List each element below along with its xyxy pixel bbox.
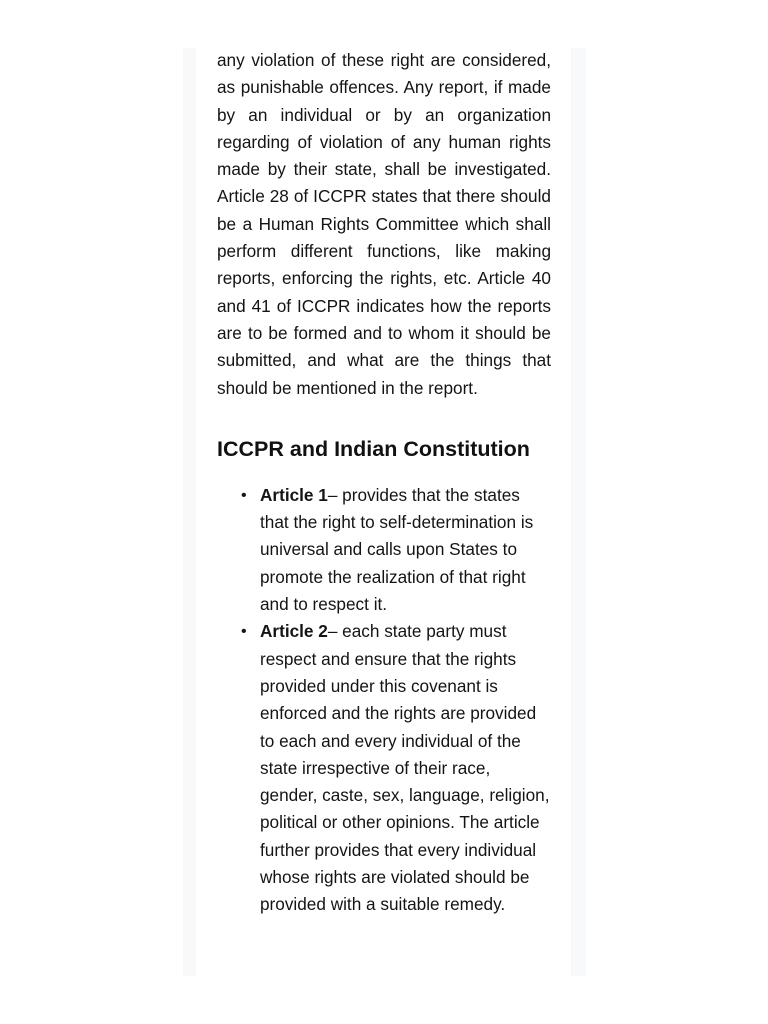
list-item — [241, 618, 551, 918]
bullet-icon: • — [241, 623, 247, 641]
article-paragraph: any violation of these right are considered, as punishable offences. Any report, if made by an individual or by an organization regarding of violation of any human rights made by their state, shall be investigated. Article 28 of ICCPR states that there should be a Human Rights Committee which shall perform different functions, like making reports, enforcing the rights, etc. Article 40 and 41 of ICCPR indicates how the reports are to be formed and to whom it should be submitted, and what are the things that should be mentioned in the report. — [217, 50, 551, 398]
list-item-text: – provides that the states that the right to self-determination is universal and calls upon States to promote the realization of that right and to respect it. — [260, 484, 534, 615]
bullet-icon: • — [241, 486, 247, 504]
list-item-text: – each state party must respect and ensure that the rights provided under this covenant is enforced and the rights are provided to each and every individual of the state irrespective of their race, gender, caste, sex, language, religion, political or other opinions. The article further provides that every individual whose rights are violated should be provided with a suitable remedy. — [260, 621, 550, 915]
list-item — [241, 482, 551, 618]
article-list — [217, 482, 551, 919]
list-item-title: Article 2 — [260, 621, 328, 642]
article-body — [217, 47, 551, 919]
section-heading: ICCPR and Indian Constitution — [217, 436, 530, 461]
list-item-title: Article 1 — [260, 484, 328, 505]
